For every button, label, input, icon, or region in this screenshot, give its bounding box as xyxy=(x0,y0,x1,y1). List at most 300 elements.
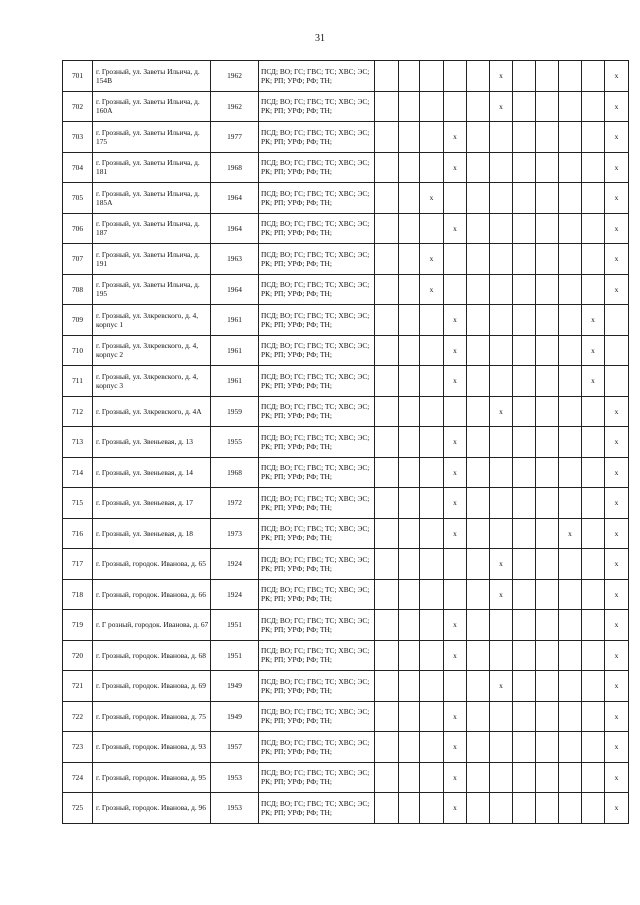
construction-year: 1924 xyxy=(211,549,259,580)
work-type-mark: x xyxy=(420,183,444,214)
construction-year: 1977 xyxy=(211,122,259,153)
building-address: г. Грозный, ул. Заветы Ильича, д. 195 xyxy=(93,274,211,305)
work-type-mark: x xyxy=(605,61,629,92)
row-number: 702 xyxy=(63,91,93,122)
engineering-systems: ПСД; ВО; ГС; ГВС; ТС; ХВС; ЭС; РК; РП; УРФ; РФ; ТН; xyxy=(259,213,375,244)
work-type-mark xyxy=(375,152,399,183)
engineering-systems: ПСД; ВО; ГС; ГВС; ТС; ХВС; ЭС; РК; РП; УРФ; РФ; ТН; xyxy=(259,91,375,122)
work-type-mark xyxy=(375,701,399,732)
work-type-mark xyxy=(399,91,420,122)
table-row xyxy=(63,549,629,580)
work-type-mark xyxy=(490,152,513,183)
work-type-mark xyxy=(559,610,582,641)
work-type-mark xyxy=(559,305,582,336)
work-type-mark xyxy=(467,518,490,549)
work-type-mark xyxy=(536,793,559,824)
work-type-mark xyxy=(490,122,513,153)
work-type-mark xyxy=(513,457,536,488)
work-type-mark: x xyxy=(582,335,605,366)
work-type-mark xyxy=(375,396,399,427)
building-address: г. Грозный, городок. Иванова, д. 68 xyxy=(93,640,211,671)
work-type-mark xyxy=(513,579,536,610)
work-type-mark: x xyxy=(444,732,467,763)
row-number: 709 xyxy=(63,305,93,336)
table-row xyxy=(63,183,629,214)
work-type-mark xyxy=(420,335,444,366)
row-number: 721 xyxy=(63,671,93,702)
construction-year: 1962 xyxy=(211,61,259,92)
engineering-systems: ПСД; ВО; ГС; ГВС; ТС; ХВС; ЭС; РК; РП; УРФ; РФ; ТН; xyxy=(259,701,375,732)
work-type-mark: x xyxy=(490,549,513,580)
work-type-mark xyxy=(490,640,513,671)
work-type-mark xyxy=(513,732,536,763)
work-type-mark: x xyxy=(444,122,467,153)
work-type-mark xyxy=(582,640,605,671)
construction-year: 1949 xyxy=(211,701,259,732)
row-number: 715 xyxy=(63,488,93,519)
work-type-mark xyxy=(399,183,420,214)
work-type-mark xyxy=(582,518,605,549)
work-type-mark xyxy=(536,701,559,732)
work-type-mark: x xyxy=(605,274,629,305)
work-type-mark: x xyxy=(605,183,629,214)
work-type-mark xyxy=(467,762,490,793)
building-address: г. Грозный, ул. Заветы Ильича, д. 154В xyxy=(93,61,211,92)
work-type-mark: x xyxy=(605,701,629,732)
work-type-mark xyxy=(420,457,444,488)
table-row xyxy=(63,793,629,824)
construction-year: 1957 xyxy=(211,732,259,763)
work-type-mark xyxy=(536,518,559,549)
work-type-mark xyxy=(420,671,444,702)
work-type-mark xyxy=(582,610,605,641)
engineering-systems: ПСД; ВО; ГС; ГВС; ТС; ХВС; ЭС; РК; РП; УРФ; РФ; ТН; xyxy=(259,793,375,824)
row-number: 706 xyxy=(63,213,93,244)
page-number: 31 xyxy=(315,33,325,44)
work-type-mark xyxy=(582,579,605,610)
building-address: г. Грозный, ул. Заветы Ильича, д. 187 xyxy=(93,213,211,244)
building-address: г. Грозный, городок. Иванова, д. 93 xyxy=(93,732,211,763)
work-type-mark xyxy=(536,122,559,153)
building-address: г. Грозный, ул. Злкревского, д. 4А xyxy=(93,396,211,427)
work-type-mark xyxy=(536,671,559,702)
row-number: 716 xyxy=(63,518,93,549)
row-number: 718 xyxy=(63,579,93,610)
engineering-systems: ПСД; ВО; ГС; ГВС; ТС; ХВС; ЭС; РК; РП; УРФ; РФ; ТН; xyxy=(259,427,375,458)
work-type-mark xyxy=(536,549,559,580)
table-row xyxy=(63,152,629,183)
work-type-mark xyxy=(420,152,444,183)
work-type-mark xyxy=(467,701,490,732)
work-type-mark: x xyxy=(444,457,467,488)
work-type-mark xyxy=(420,305,444,336)
work-type-mark xyxy=(605,305,629,336)
work-type-mark: x xyxy=(582,305,605,336)
building-address: г. Грозный, городок. Иванова, д. 95 xyxy=(93,762,211,793)
work-type-mark xyxy=(513,366,536,397)
building-address: г. Грозный, ул. Заветы Ильича, д. 191 xyxy=(93,244,211,275)
work-type-mark xyxy=(399,793,420,824)
work-type-mark xyxy=(399,305,420,336)
work-type-mark xyxy=(559,701,582,732)
work-type-mark xyxy=(513,91,536,122)
work-type-mark xyxy=(513,701,536,732)
building-address: г. Грозный, ул. Звеньевая, д. 18 xyxy=(93,518,211,549)
work-type-mark xyxy=(513,762,536,793)
work-type-mark xyxy=(399,762,420,793)
work-type-mark xyxy=(467,610,490,641)
work-type-mark: x xyxy=(605,122,629,153)
row-number: 724 xyxy=(63,762,93,793)
work-type-mark: x xyxy=(605,396,629,427)
work-type-mark: x xyxy=(605,732,629,763)
work-type-mark: x xyxy=(605,640,629,671)
building-address: г. Г розный, городок. Иванова, д. 67 xyxy=(93,610,211,641)
construction-year: 1973 xyxy=(211,518,259,549)
work-type-mark xyxy=(582,122,605,153)
work-type-mark xyxy=(559,457,582,488)
construction-year: 1961 xyxy=(211,305,259,336)
work-type-mark xyxy=(582,244,605,275)
table-row xyxy=(63,61,629,92)
table-row xyxy=(63,122,629,153)
work-type-mark xyxy=(375,91,399,122)
work-type-mark xyxy=(375,213,399,244)
engineering-systems: ПСД; ВО; ГС; ГВС; ТС; ХВС; ЭС; РК; РП; УРФ; РФ; ТН; xyxy=(259,366,375,397)
work-type-mark: x xyxy=(605,152,629,183)
work-type-mark: x xyxy=(605,244,629,275)
work-type-mark xyxy=(444,671,467,702)
work-type-mark xyxy=(490,518,513,549)
engineering-systems: ПСД; ВО; ГС; ГВС; ТС; ХВС; ЭС; РК; РП; УРФ; РФ; ТН; xyxy=(259,579,375,610)
work-type-mark xyxy=(513,335,536,366)
work-type-mark xyxy=(536,732,559,763)
row-number: 714 xyxy=(63,457,93,488)
work-type-mark xyxy=(375,488,399,519)
work-type-mark xyxy=(467,671,490,702)
work-type-mark xyxy=(559,335,582,366)
work-type-mark: x xyxy=(605,579,629,610)
work-type-mark xyxy=(399,122,420,153)
building-address: г. Грозный, ул. Звеньевая, д. 13 xyxy=(93,427,211,458)
engineering-systems: ПСД; ВО; ГС; ГВС; ТС; ХВС; ЭС; РК; РП; УРФ; РФ; ТН; xyxy=(259,274,375,305)
work-type-mark: x xyxy=(605,671,629,702)
work-type-mark xyxy=(399,732,420,763)
work-type-mark xyxy=(399,366,420,397)
work-type-mark xyxy=(420,91,444,122)
table-row xyxy=(63,335,629,366)
work-type-mark: x xyxy=(490,671,513,702)
work-type-mark xyxy=(375,640,399,671)
construction-year: 1963 xyxy=(211,244,259,275)
work-type-mark xyxy=(582,762,605,793)
building-address: г. Грозный, городок. Иванова, д. 65 xyxy=(93,549,211,580)
work-type-mark xyxy=(490,793,513,824)
row-number: 703 xyxy=(63,122,93,153)
work-type-mark xyxy=(536,427,559,458)
work-type-mark xyxy=(399,396,420,427)
work-type-mark: x xyxy=(444,762,467,793)
building-address: г. Грозный, ул. Злкревского, д. 4, корпус 2 xyxy=(93,335,211,366)
work-type-mark xyxy=(513,549,536,580)
work-type-mark: x xyxy=(420,274,444,305)
engineering-systems: ПСД; ВО; ГС; ГВС; ТС; ХВС; ЭС; РК; РП; УРФ; РФ; ТН; xyxy=(259,610,375,641)
work-type-mark xyxy=(420,793,444,824)
work-type-mark: x xyxy=(605,549,629,580)
work-type-mark xyxy=(582,427,605,458)
table-row xyxy=(63,213,629,244)
work-type-mark: x xyxy=(582,366,605,397)
work-type-mark xyxy=(399,244,420,275)
work-type-mark xyxy=(490,762,513,793)
work-type-mark xyxy=(375,427,399,458)
work-type-mark xyxy=(420,518,444,549)
building-address: г. Грозный, ул. Заветы Ильича, д. 175 xyxy=(93,122,211,153)
work-type-mark: x xyxy=(444,701,467,732)
construction-year: 1964 xyxy=(211,213,259,244)
work-type-mark xyxy=(490,366,513,397)
work-type-mark xyxy=(513,640,536,671)
work-type-mark xyxy=(420,610,444,641)
work-type-mark xyxy=(375,305,399,336)
building-address: г. Грозный, городок. Иванова, д. 69 xyxy=(93,671,211,702)
engineering-systems: ПСД; ВО; ГС; ГВС; ТС; ХВС; ЭС; РК; РП; УРФ; РФ; ТН; xyxy=(259,305,375,336)
work-type-mark: x xyxy=(605,488,629,519)
work-type-mark: x xyxy=(605,213,629,244)
engineering-systems: ПСД; ВО; ГС; ГВС; ТС; ХВС; ЭС; РК; РП; УРФ; РФ; ТН; xyxy=(259,457,375,488)
work-type-mark xyxy=(490,335,513,366)
work-type-mark xyxy=(605,335,629,366)
work-type-mark xyxy=(559,396,582,427)
work-type-mark xyxy=(513,213,536,244)
row-number: 720 xyxy=(63,640,93,671)
work-type-mark: x xyxy=(605,91,629,122)
work-type-mark: x xyxy=(605,457,629,488)
work-type-mark xyxy=(420,61,444,92)
work-type-mark xyxy=(399,488,420,519)
work-type-mark xyxy=(375,518,399,549)
work-type-mark xyxy=(375,579,399,610)
work-type-mark xyxy=(490,427,513,458)
construction-year: 1955 xyxy=(211,427,259,458)
work-type-mark: x xyxy=(490,396,513,427)
row-number: 717 xyxy=(63,549,93,580)
work-type-mark: x xyxy=(605,427,629,458)
work-type-mark xyxy=(399,457,420,488)
work-type-mark xyxy=(513,122,536,153)
work-type-mark xyxy=(582,671,605,702)
work-type-mark xyxy=(399,640,420,671)
work-type-mark xyxy=(559,793,582,824)
construction-year: 1961 xyxy=(211,366,259,397)
construction-year: 1968 xyxy=(211,457,259,488)
work-type-mark xyxy=(536,396,559,427)
work-type-mark xyxy=(559,579,582,610)
work-type-mark xyxy=(467,732,490,763)
work-type-mark xyxy=(536,61,559,92)
work-type-mark xyxy=(536,213,559,244)
work-type-mark xyxy=(536,305,559,336)
work-type-mark xyxy=(513,61,536,92)
row-number: 710 xyxy=(63,335,93,366)
work-type-mark xyxy=(536,183,559,214)
work-type-mark xyxy=(467,122,490,153)
building-address: г. Грозный, ул. Заветы Ильича, д. 181 xyxy=(93,152,211,183)
construction-year: 1953 xyxy=(211,793,259,824)
work-type-mark xyxy=(467,488,490,519)
work-type-mark xyxy=(559,366,582,397)
work-type-mark xyxy=(536,457,559,488)
work-type-mark xyxy=(375,793,399,824)
building-address: г. Грозный, ул. Заветы Ильича, д. 160А xyxy=(93,91,211,122)
work-type-mark xyxy=(559,122,582,153)
row-number: 719 xyxy=(63,610,93,641)
work-type-mark: x xyxy=(444,335,467,366)
work-type-mark xyxy=(399,549,420,580)
work-type-mark xyxy=(399,671,420,702)
work-type-mark: x xyxy=(490,61,513,92)
work-type-mark xyxy=(582,457,605,488)
work-type-mark xyxy=(467,244,490,275)
work-type-mark xyxy=(375,366,399,397)
construction-year: 1961 xyxy=(211,335,259,366)
work-type-mark xyxy=(467,61,490,92)
work-type-mark: x xyxy=(444,518,467,549)
work-type-mark: x xyxy=(605,610,629,641)
table-row xyxy=(63,701,629,732)
work-type-mark xyxy=(467,457,490,488)
work-type-mark xyxy=(536,762,559,793)
work-type-mark xyxy=(420,213,444,244)
table-row xyxy=(63,671,629,702)
row-number: 705 xyxy=(63,183,93,214)
work-type-mark xyxy=(490,701,513,732)
work-type-mark xyxy=(420,640,444,671)
work-type-mark: x xyxy=(444,488,467,519)
work-type-mark xyxy=(513,152,536,183)
work-type-mark xyxy=(444,183,467,214)
engineering-systems: ПСД; ВО; ГС; ГВС; ТС; ХВС; ЭС; РК; РП; УРФ; РФ; ТН; xyxy=(259,61,375,92)
work-type-mark: x xyxy=(444,366,467,397)
work-type-mark xyxy=(375,183,399,214)
work-type-mark xyxy=(559,213,582,244)
work-type-mark xyxy=(513,244,536,275)
work-type-mark xyxy=(399,213,420,244)
work-type-mark xyxy=(559,152,582,183)
work-type-mark xyxy=(399,274,420,305)
work-type-mark xyxy=(420,396,444,427)
work-type-mark: x xyxy=(444,152,467,183)
work-type-mark xyxy=(399,701,420,732)
work-type-mark xyxy=(444,274,467,305)
construction-year: 1959 xyxy=(211,396,259,427)
work-type-mark xyxy=(490,244,513,275)
work-type-mark xyxy=(467,305,490,336)
work-type-mark xyxy=(420,122,444,153)
work-type-mark xyxy=(444,61,467,92)
work-type-mark xyxy=(513,518,536,549)
work-type-mark xyxy=(582,396,605,427)
table-row xyxy=(63,640,629,671)
construction-year: 1951 xyxy=(211,640,259,671)
work-type-mark xyxy=(582,213,605,244)
housing-registry-table xyxy=(62,60,629,824)
work-type-mark xyxy=(375,610,399,641)
table-row xyxy=(63,427,629,458)
work-type-mark xyxy=(559,274,582,305)
work-type-mark xyxy=(582,488,605,519)
work-type-mark: x xyxy=(444,305,467,336)
table-row xyxy=(63,579,629,610)
table-row xyxy=(63,91,629,122)
engineering-systems: ПСД; ВО; ГС; ГВС; ТС; ХВС; ЭС; РК; РП; УРФ; РФ; ТН; xyxy=(259,335,375,366)
work-type-mark xyxy=(559,244,582,275)
work-type-mark xyxy=(399,61,420,92)
work-type-mark xyxy=(513,488,536,519)
construction-year: 1962 xyxy=(211,91,259,122)
work-type-mark xyxy=(559,671,582,702)
table-row xyxy=(63,244,629,275)
work-type-mark xyxy=(559,183,582,214)
work-type-mark xyxy=(420,549,444,580)
engineering-systems: ПСД; ВО; ГС; ГВС; ТС; ХВС; ЭС; РК; РП; УРФ; РФ; ТН; xyxy=(259,244,375,275)
table-row xyxy=(63,305,629,336)
work-type-mark xyxy=(467,152,490,183)
work-type-mark xyxy=(513,793,536,824)
work-type-mark xyxy=(375,274,399,305)
work-type-mark: x xyxy=(444,640,467,671)
work-type-mark xyxy=(490,305,513,336)
building-address: г. Грозный, ул. Злкревского, д. 4, корпус 3 xyxy=(93,366,211,397)
work-type-mark xyxy=(559,762,582,793)
work-type-mark xyxy=(490,610,513,641)
work-type-mark xyxy=(467,274,490,305)
work-type-mark xyxy=(536,274,559,305)
work-type-mark: x xyxy=(490,579,513,610)
row-number: 723 xyxy=(63,732,93,763)
engineering-systems: ПСД; ВО; ГС; ГВС; ТС; ХВС; ЭС; РК; РП; УРФ; РФ; ТН; xyxy=(259,488,375,519)
row-number: 701 xyxy=(63,61,93,92)
work-type-mark: x xyxy=(444,213,467,244)
engineering-systems: ПСД; ВО; ГС; ГВС; ТС; ХВС; ЭС; РК; РП; УРФ; РФ; ТН; xyxy=(259,152,375,183)
construction-year: 1964 xyxy=(211,274,259,305)
work-type-mark xyxy=(559,640,582,671)
work-type-mark xyxy=(582,183,605,214)
row-number: 722 xyxy=(63,701,93,732)
work-type-mark xyxy=(513,396,536,427)
work-type-mark xyxy=(559,549,582,580)
building-address: г. Грозный, городок. Иванова, д. 96 xyxy=(93,793,211,824)
building-address: г. Грозный, ул. Злкревского, д. 4, корпус 1 xyxy=(93,305,211,336)
work-type-mark xyxy=(375,762,399,793)
work-type-mark xyxy=(420,366,444,397)
engineering-systems: ПСД; ВО; ГС; ГВС; ТС; ХВС; ЭС; РК; РП; УРФ; РФ; ТН; xyxy=(259,183,375,214)
work-type-mark xyxy=(490,213,513,244)
work-type-mark xyxy=(513,427,536,458)
table-body xyxy=(63,61,629,824)
table-row xyxy=(63,396,629,427)
work-type-mark xyxy=(513,305,536,336)
work-type-mark xyxy=(582,61,605,92)
row-number: 708 xyxy=(63,274,93,305)
work-type-mark xyxy=(444,396,467,427)
work-type-mark xyxy=(536,152,559,183)
table-row xyxy=(63,366,629,397)
row-number: 704 xyxy=(63,152,93,183)
work-type-mark xyxy=(420,488,444,519)
engineering-systems: ПСД; ВО; ГС; ГВС; ТС; ХВС; ЭС; РК; РП; УРФ; РФ; ТН; xyxy=(259,732,375,763)
work-type-mark xyxy=(536,91,559,122)
